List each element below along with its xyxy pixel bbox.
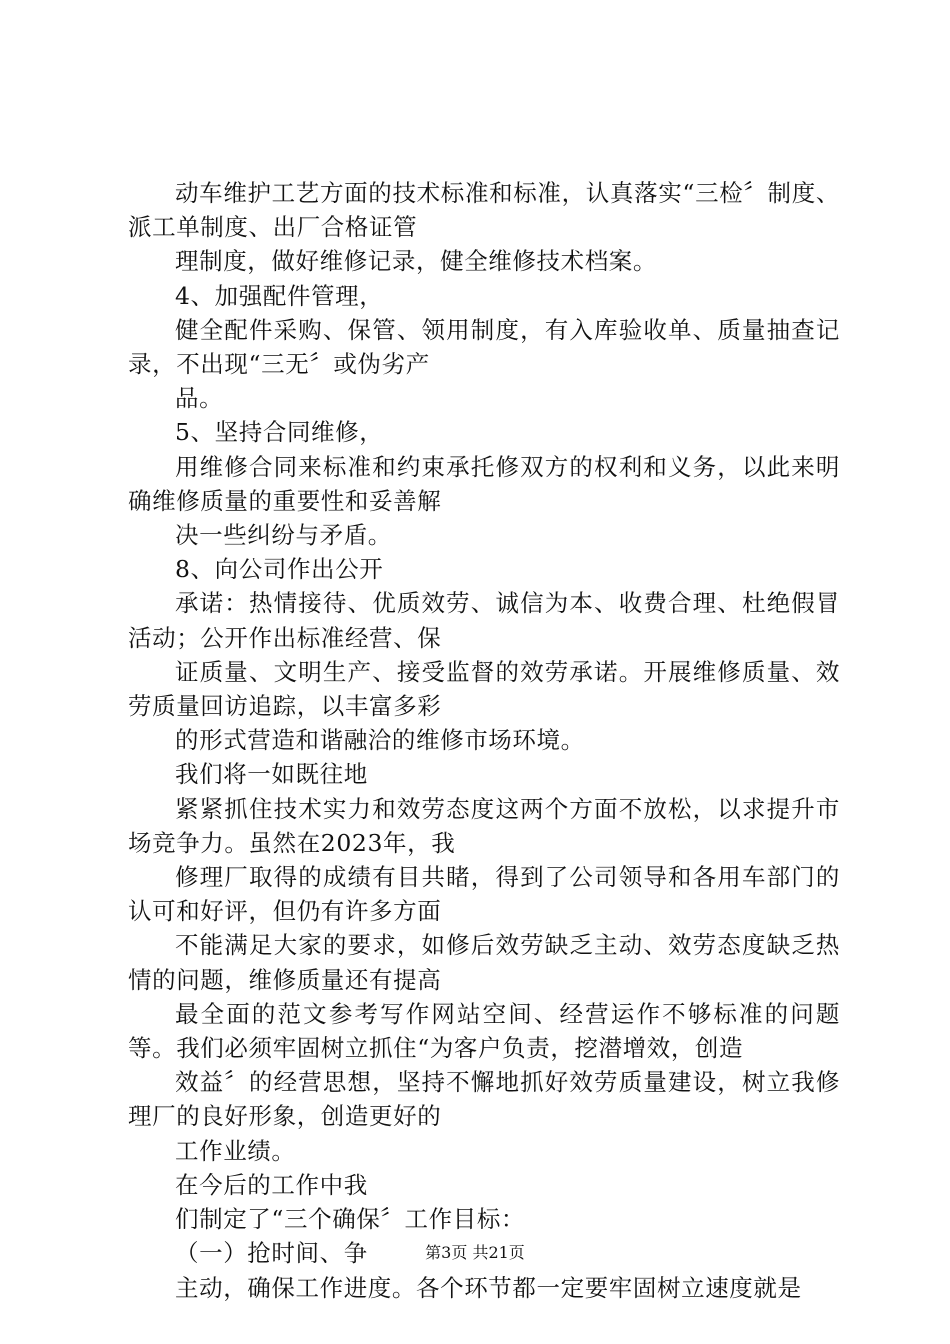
- paragraph: 修理厂取得的成绩有目共睹，得到了公司领导和各用车部门的认可和好评，但仍有许多方面: [128, 863, 840, 926]
- paragraph: 主动，确保工作进度。各个环节都一定要牢固树立速度就是: [175, 1273, 802, 1302]
- paragraph: 效益〞的经营思想，坚持不懈地抓好效劳质量建设，树立我修理厂的良好形象，创造更好的: [128, 1068, 840, 1131]
- paragraph: 8、向公司作出公开: [175, 555, 384, 584]
- paragraph: 4、加强配件管理，: [175, 281, 384, 310]
- paragraph: 理制度，做好维修记录，健全维修技术档案。: [175, 247, 657, 276]
- paragraph: 我们将一如既往地: [175, 760, 368, 789]
- paragraph: 不能满足大家的要求，如修后效劳缺乏主动、效劳态度缺乏热情的问题，维修质量还有提高: [128, 931, 840, 994]
- paragraph: 证质量、文明生产、接受监督的效劳承诺。开展维修质量、效劳质量回访追踪，以丰富多彩: [128, 657, 840, 721]
- paragraph: （一）抢时间、争: [175, 1239, 368, 1268]
- paragraph: 们制定了“三个确保〞工作目标：: [175, 1205, 526, 1234]
- paragraph: 5、坚持合同维修，: [175, 418, 384, 447]
- paragraph: 最全面的范文参考写作网站空间、经营运作不够标准的问题等。我们必须牢固树立抓住“为客户负责，挖潜增效，创造: [128, 999, 840, 1063]
- page-footer: 第3页 共21页: [425, 1243, 525, 1262]
- document-body: [128, 176, 840, 1305]
- paragraph: 动车维护工艺方面的技术标准和标准，认真落实“三检〞制度、派工单制度、出厂合格证管: [128, 179, 840, 242]
- paragraph: 紧紧抓住技术实力和效劳态度这两个方面不放松，以求提升市场竞争力。虽然在2023年，我: [128, 794, 840, 857]
- paragraph: 用维修合同来标准和约束承托修双方的权利和义务，以此来明确维修质量的重要性和妥善解: [128, 452, 840, 515]
- paragraph: 的形式营造和谐融洽的维修市场环境。: [175, 726, 585, 755]
- paragraph: 工作业绩。: [175, 1136, 296, 1165]
- paragraph: 承诺：热情接待、优质效劳、诚信为本、收费合理、杜绝假冒活动；公开作出标准经营、保: [128, 589, 840, 652]
- paragraph: 决一些纠纷与矛盾。: [175, 521, 392, 550]
- paragraph: 在今后的工作中我: [175, 1170, 368, 1199]
- paragraph: 品。: [175, 384, 224, 413]
- paragraph: 健全配件采购、保管、领用制度，有入库验收单、质量抽查记录，不出现“三无〞或伪劣产: [128, 315, 840, 379]
